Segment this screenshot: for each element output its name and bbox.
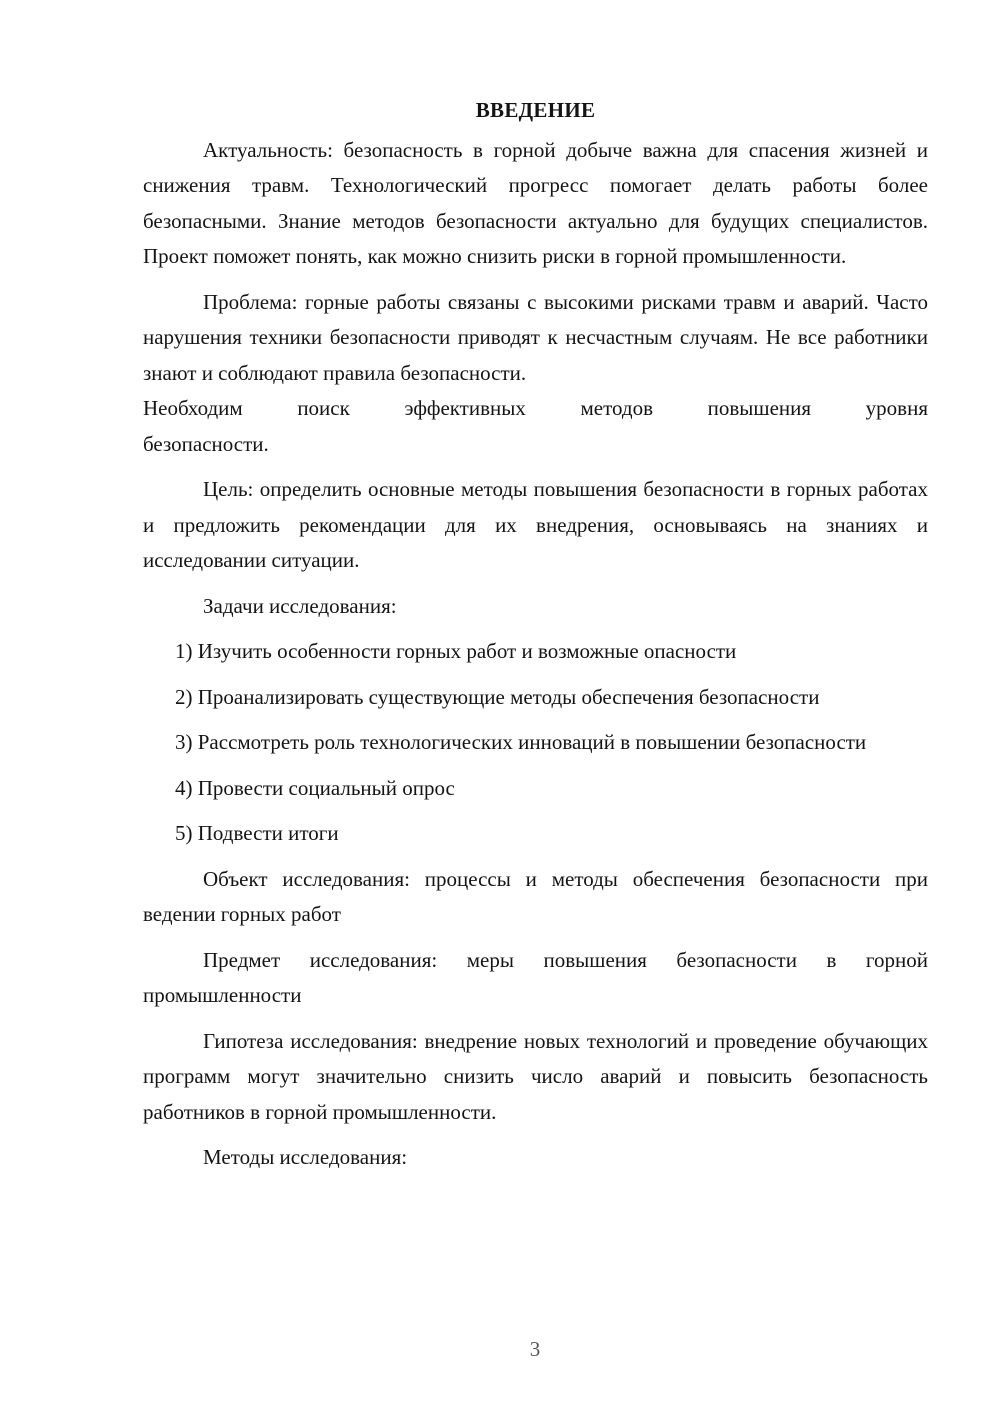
problem-text: Проблема: горные работы связаны с высокими рисками травм и аварий. Часто нарушения техники безопасности приводят к несчастным случаям. Не все работники знают и соблюдают правила безопасности. xyxy=(143,289,928,385)
task-item-5: 5) Подвести итоги xyxy=(175,821,339,845)
relevance-paragraph: Актуальность: безопасность в горной добыче важна для спасения жизней и снижения травм. Технологический прогресс помогает делать работы более безопасными. Знание методов безопасности актуально для будущих специалистов. Проект поможет понять, как можно снизить риски в горной промышленности. xyxy=(143,137,928,268)
section-title: ВВЕДЕНИЕ xyxy=(475,98,596,122)
hypothesis-paragraph: Гипотеза исследования: внедрение новых технологий и проведение обучающих программ могут значительно снизить число аварий и повысить безопасность работников в горной промышленности. xyxy=(143,1028,928,1124)
problem-text-line4: Необходим поиск эффективных методов повышения уровня xyxy=(143,396,928,420)
problem-text-end: безопасности. xyxy=(143,431,269,456)
goal-paragraph: Цель: определить основные методы повышения безопасности в горных работах и предложить рекомендации для их внедрения, основываясь на знаниях и исследовании ситуации. xyxy=(143,477,928,572)
task-item-3: 3) Рассмотреть роль технологических инноваций в повышении безопасности xyxy=(175,730,867,754)
subject-paragraph: Предмет исследования: меры повышения безопасности в горной промышленности xyxy=(143,947,928,1007)
object-paragraph: Объект исследования: процессы и методы обеспечения безопасности при ведении горных работ xyxy=(143,866,928,926)
task-item-2: 2) Проанализировать существующие методы обеспечения безопасности xyxy=(175,684,820,709)
methods-heading: Методы исследования: xyxy=(203,1145,408,1169)
tasks-heading: Задачи исследования: xyxy=(203,593,397,618)
problem-paragraph xyxy=(143,285,928,463)
page-content xyxy=(143,93,928,1186)
task-item-1: 1) Изучить особенности горных работ и возможные опасности xyxy=(175,639,737,663)
task-item-4: 4) Провести социальный опрос xyxy=(175,775,455,800)
page-number: 3 xyxy=(529,1337,541,1361)
